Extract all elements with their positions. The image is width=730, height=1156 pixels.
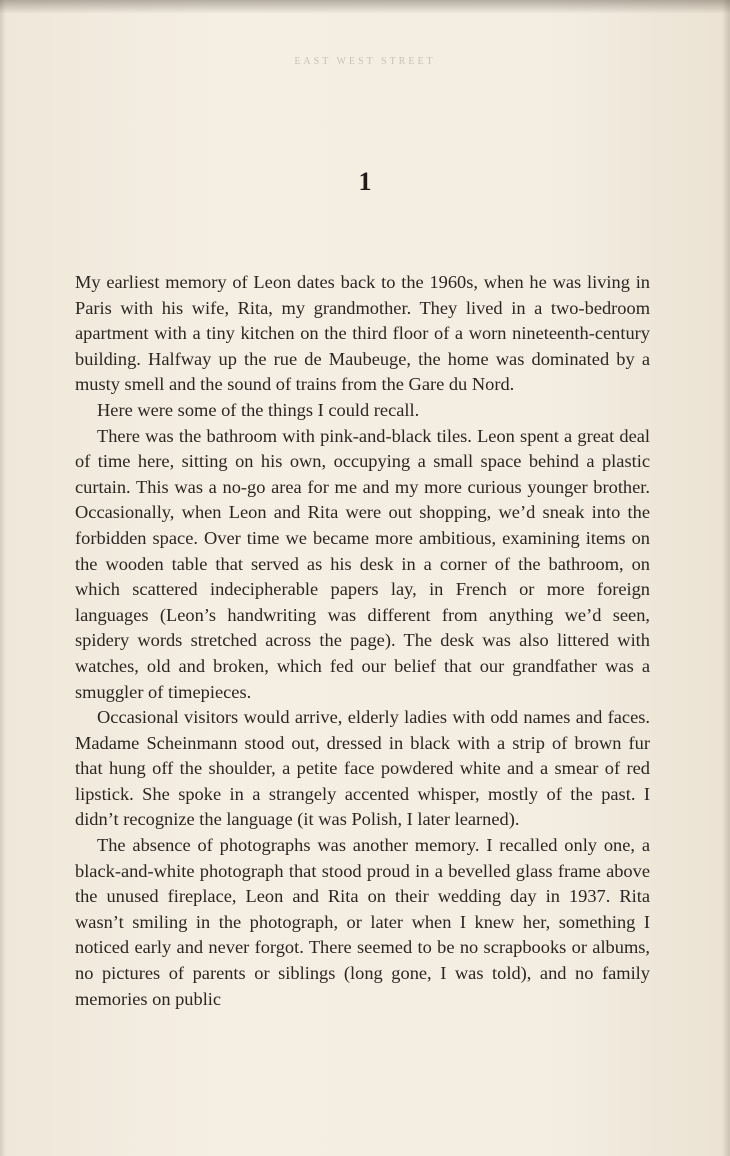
paragraph-4: Occasional visitors would arrive, elderly ladies with odd names and faces. Madame Scheinmann stood out, dressed in black with a strip of brown fur that hung off the shoulder, a petite face powdered white and a smear of red lipstick. She spoke in a strangely accented whisper, mostly of the past. I didn’t recognize the language (it was Polish, I later learned). <box>75 707 650 830</box>
paragraph-3: There was the bathroom with pink-and-black tiles. Leon spent a great deal of time here, sitting on his own, occupying a small space behind a plastic curtain. This was a no-go area for me and my more curious younger brother. Occasionally, when Leon and Rita were out shopping, we’d sneak into the forbidden space. Over time we became more ambitious, examining items on the wooden table that served as his desk in a corner of the bathroom, on which scattered indecipherable papers lay, in French or more foreign languages (Leon’s handwriting was different from anything we’d seen, spidery words stretched across the page). The desk was also littered with watches, old and broken, which fed our belief that our grandfather was a smuggler of timepieces. <box>75 425 650 702</box>
body-text <box>75 270 650 1012</box>
paragraph-2: Here were some of the things I could recall. <box>97 399 420 420</box>
paragraph-5: The absence of photographs was another memory. I recalled only one, a black-and-white photograph that stood proud in a bevelled glass frame above the unused fireplace, Leon and Rita on their wedding day in 1937. Rita wasn’t smiling in the photograph, or later when I knew her, something I noticed early and never forgot. There seemed to be no scrapbooks or albums, no pictures of parents or siblings (long gone, I was told), and no family memories on public <box>75 835 650 1009</box>
chapter-number: 1 <box>358 167 372 196</box>
running-head: EAST WEST STREET <box>294 56 436 67</box>
paragraph-1: My earliest memory of Leon dates back to the 1960s, when he was living in Paris with his wife, Rita, my grandmother. They lived in a two-bedroom apartment with a tiny kitchen on the third floor of a worn nineteenth-century building. Halfway up the rue de Maubeuge, the home was dominated by a musty smell and the sound of trains from the Gare du Nord. <box>75 272 650 395</box>
page-top-shadow <box>0 0 730 14</box>
